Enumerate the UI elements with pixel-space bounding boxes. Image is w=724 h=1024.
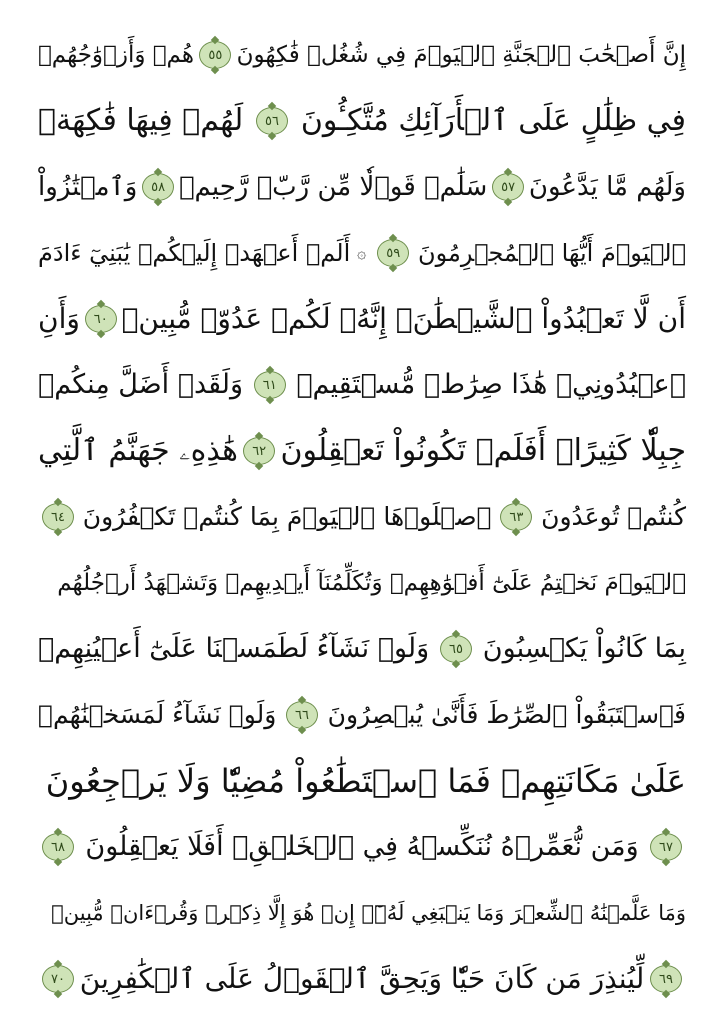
verse-lines	[38, 22, 686, 1012]
ayah-number-marker: ٥٥	[199, 41, 231, 69]
hizb-star-icon: ۞	[357, 243, 367, 262]
verse-text: هَٰذِهِۦ جَهَنَّمُ ٱلَّتِي	[38, 433, 238, 468]
verse-text: لِّيُنذِرَ مَن كَانَ حَيّٗا وَيَحِقَّ ٱلۡقَوۡلُ عَلَى ٱلۡكَٰفِرِينَ	[79, 962, 645, 995]
verse-text: وَأَنِ	[38, 302, 80, 335]
ayah-number-marker: ٥٩	[377, 239, 409, 267]
verse-line-3	[38, 154, 686, 220]
verse-text: بِمَا كَانُواْ يَكۡسِبُونَ	[482, 633, 686, 664]
verse-text: جِبِلّٗا كَثِيرًاۖ أَفَلَمۡ تَكُونُواْ تَعۡقِلُونَ	[280, 433, 686, 468]
ayah-number-marker: ٦٣	[500, 503, 532, 531]
verse-text: عَلَىٰ مَكَانَتِهِمۡ فَمَا ٱسۡتَطَٰعُواْ مُضِيّٗا وَلَا يَرۡجِعُونَ	[45, 762, 686, 800]
verse-text: وَمَا عَلَّمۡنَٰهُ ٱلشِّعۡرَ وَمَا يَنۢبَغِي لَهُۥٓۚ إِنۡ هُوَ إِلَّا ذِكۡرٞ وَقُرۡءَانٞ مُّبِينٞ	[51, 901, 686, 925]
verse-text: لَهُمۡ فِيهَا فَٰكِهَةٞ	[38, 103, 244, 138]
verse-text: هُمۡ وَأَزۡوَٰجُهُمۡ	[38, 42, 194, 68]
verse-text: وَلَوۡ نَشَآءُ لَمَسَخۡنَٰهُمۡ	[38, 700, 277, 729]
verse-text: ٱلۡيَوۡمَ أَيُّهَا ٱلۡمُجۡرِمُونَ	[417, 239, 686, 267]
verse-line-2	[38, 88, 686, 154]
verse-line-4	[38, 220, 686, 286]
ayah-number-marker: ٥٨	[142, 173, 174, 201]
verse-text: فَٱسۡتَبَقُواْ ٱلصِّرَٰطَ فَأَنَّىٰ يُبۡصِرُونَ	[327, 700, 686, 729]
verse-line-14	[38, 880, 686, 946]
verse-text: وَٱمۡتَٰزُواْ	[38, 172, 138, 202]
verse-line-13	[38, 814, 686, 880]
verse-line-7	[38, 418, 686, 484]
ayah-number-marker: ٦٧	[650, 833, 682, 861]
verse-text: أَن لَّا تَعۡبُدُواْ ٱلشَّيۡطَٰنَۖ إِنَّهُۥ لَكُمۡ عَدُوّٞ مُّبِينٞ	[121, 302, 686, 335]
ayah-number-marker: ٥٦	[256, 107, 288, 135]
ayah-number-marker: ٦٤	[42, 503, 74, 531]
verse-text: وَلَقَدۡ أَضَلَّ مِنكُمۡ	[38, 369, 244, 400]
verse-line-11	[38, 682, 686, 748]
ayah-number-marker: ٦٩	[650, 965, 682, 993]
verse-text: إِنَّ أَصۡحَٰبَ ٱلۡجَنَّةِ ٱلۡيَوۡمَ فِي شُغُلٖ فَٰكِهُونَ	[236, 42, 686, 68]
verse-line-9	[38, 550, 686, 616]
verse-text: كُنتُمۡ تُوعَدُونَ	[541, 502, 686, 531]
ayah-number-marker: ٦٨	[42, 833, 74, 861]
verse-line-5	[38, 286, 686, 352]
ayah-number-marker: ٦٥	[440, 635, 472, 663]
verse-line-12	[38, 748, 686, 814]
verse-text: ٱصۡلَوۡهَا ٱلۡيَوۡمَ بِمَا كُنتُمۡ تَكۡفُرُونَ	[82, 502, 492, 531]
ayah-number-marker: ٦٢	[243, 437, 275, 465]
verse-text: أَلَمۡ أَعۡهَدۡ إِلَيۡكُمۡ يَٰبَنِيٓ ءَادَمَ	[38, 239, 351, 267]
verse-line-1	[38, 22, 686, 88]
ayah-number-marker: ٧٠	[42, 965, 74, 993]
verse-text: ٱلۡيَوۡمَ نَخۡتِمُ عَلَىٰٓ أَفۡوَٰهِهِمۡ وَتُكَلِّمُنَآ أَيۡدِيهِمۡ وَتَشۡهَدُ أَرۡجُلُهُم	[57, 570, 686, 596]
verse-line-10	[38, 616, 686, 682]
verse-line-8	[38, 484, 686, 550]
ayah-number-marker: ٦١	[254, 371, 286, 399]
ayah-number-marker: ٦٠	[85, 305, 117, 333]
verse-text: سَلَٰمٞ قَوۡلٗا مِّن رَّبّٖ رَّحِيمٖ	[178, 172, 488, 202]
verse-line-6	[38, 352, 686, 418]
ayah-number-marker: ٦٦	[286, 701, 318, 729]
verse-text: وَلَوۡ نَشَآءُ لَطَمَسۡنَا عَلَىٰٓ أَعۡيُنِهِمۡ	[38, 633, 430, 664]
ayah-number-marker: ٥٧	[492, 173, 524, 201]
verse-line-15	[38, 946, 686, 1012]
verse-text: وَمَن نُّعَمِّرۡهُ نُنَكِّسۡهُ فِي ٱلۡخَلۡقِۚ أَفَلَا يَعۡقِلُونَ	[85, 831, 639, 862]
verse-text: وَلَهُم مَّا يَدَّعُونَ	[528, 172, 686, 202]
verse-text: فِي ظِلَٰلٍ عَلَى ٱلۡأَرَآئِكِ مُتَّكِـُٔونَ	[300, 103, 686, 138]
verse-text: ٱعۡبُدُونِيۚ هَٰذَا صِرَٰطٞ مُّسۡتَقِيمٞ	[296, 369, 686, 400]
